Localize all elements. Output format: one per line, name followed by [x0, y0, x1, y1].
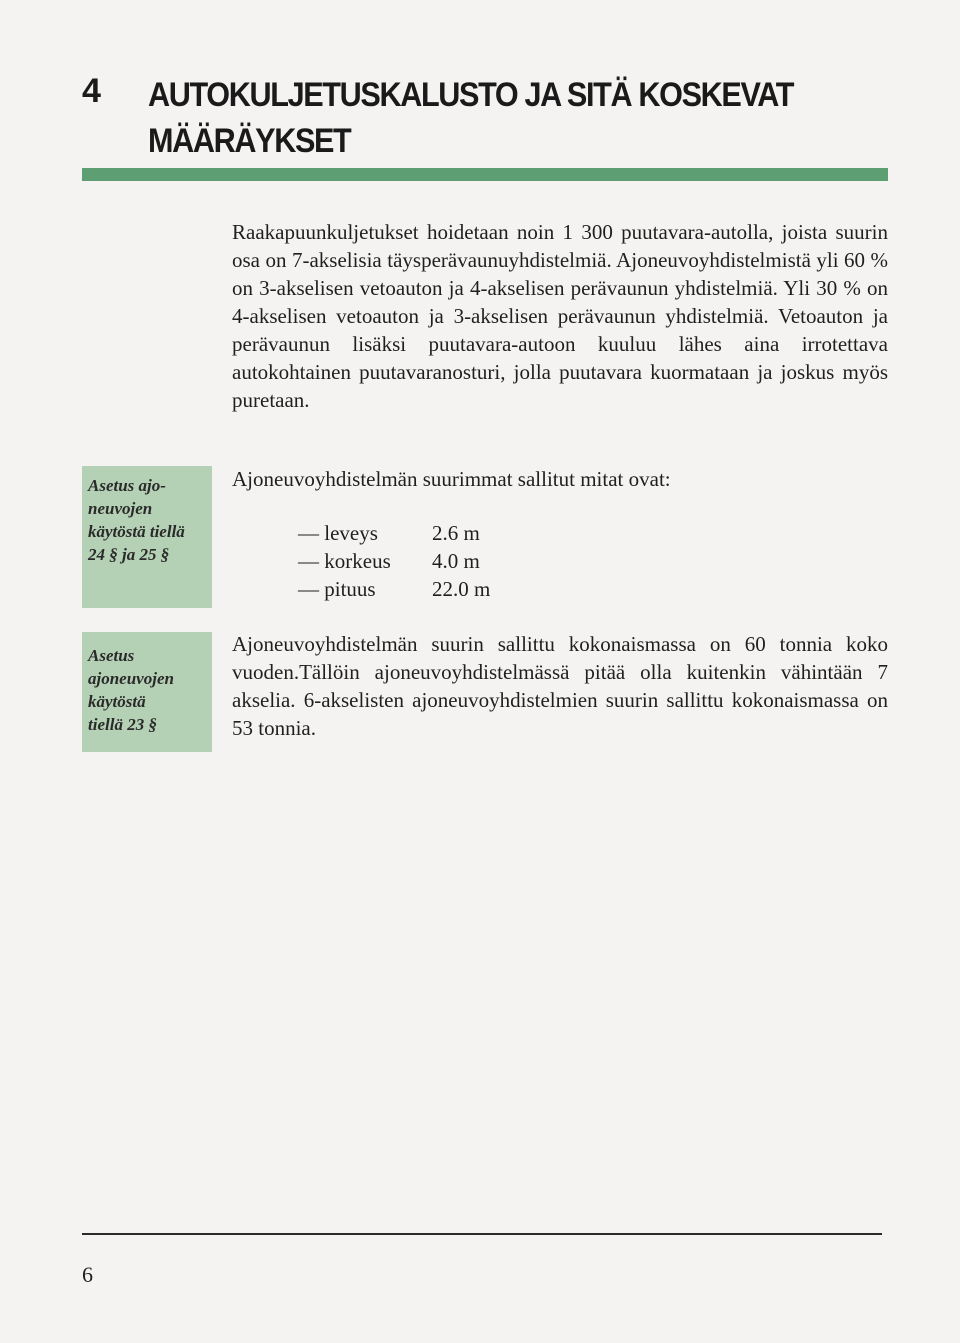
dimension-value: 22.0 m — [432, 577, 491, 601]
dimension-label: — leveys — [298, 521, 378, 545]
footer-rule — [82, 1233, 882, 1235]
chapter-title: AUTOKULJETUSKALUSTO JA SITÄ KOSKEVAT MÄÄRÄYKSET — [148, 76, 794, 160]
margin-note-line: Asetus — [88, 646, 135, 665]
intro-paragraph: Raakapuunkuljetukset hoidetaan noin 1 300 puutavara-autolla, joista suurin osa on 7-akselisia täysperävaunuyhdistelmiä. Ajoneuvoyhdistelmistä yli 60 % on 3-akselisen vetoauton ja 4-akselisen perävaunun yhdistelmiä. Yli 30 % on 4-akselisen vetoauton ja 3-akselisen perävaunun yhdistelmiä. Vetoauton ja perävaunun lisäksi puutavara-autoon kuuluu lähes aina irrotettava autokohtainen puutavaranosturi, jolla puutavara kuormataan ja joskus myös puretaan. — [232, 220, 888, 412]
dimension-row-height — [298, 547, 512, 575]
dimension-row-width — [298, 519, 512, 547]
dimension-label: — pituus — [298, 577, 376, 601]
dimension-value: 2.6 m — [432, 521, 480, 545]
margin-note-line: ajoneuvojen — [88, 669, 174, 688]
dimensions-intro: Ajoneuvoyhdistelmän suurimmat sallitut mitat ovat: — [232, 467, 671, 491]
margin-note-regulation-24-25 — [82, 466, 212, 608]
page-number: 6 — [82, 1262, 93, 1287]
margin-note-line: neuvojen — [88, 499, 153, 518]
margin-note-line: käytöstä — [88, 692, 146, 711]
dimension-row-length — [298, 575, 512, 603]
dimensions-list — [298, 519, 512, 603]
margin-note-line: tiellä 23 § — [88, 715, 157, 734]
chapter-number: 4 — [82, 72, 100, 110]
dimension-value: 4.0 m — [432, 549, 480, 573]
title-accent-bar — [82, 168, 888, 181]
dimension-label: — korkeus — [298, 549, 391, 573]
mass-paragraph: Ajoneuvoyhdistelmän suurin sallittu kokonaismassa on 60 tonnia koko vuoden.Tällöin ajoneuvoyhdistelmässä pitää olla kuitenkin vähintään 7 akselia. 6-akselisten ajoneuvoyhdistelmien suurin sallittu kokonaismassa on 53 tonnia. — [232, 632, 888, 740]
margin-note-line: käytöstä tiellä — [88, 522, 185, 541]
margin-note-line: 24 § ja 25 § — [88, 545, 170, 564]
margin-note-line: Asetus ajo- — [88, 476, 166, 495]
margin-note-regulation-23 — [82, 632, 212, 752]
